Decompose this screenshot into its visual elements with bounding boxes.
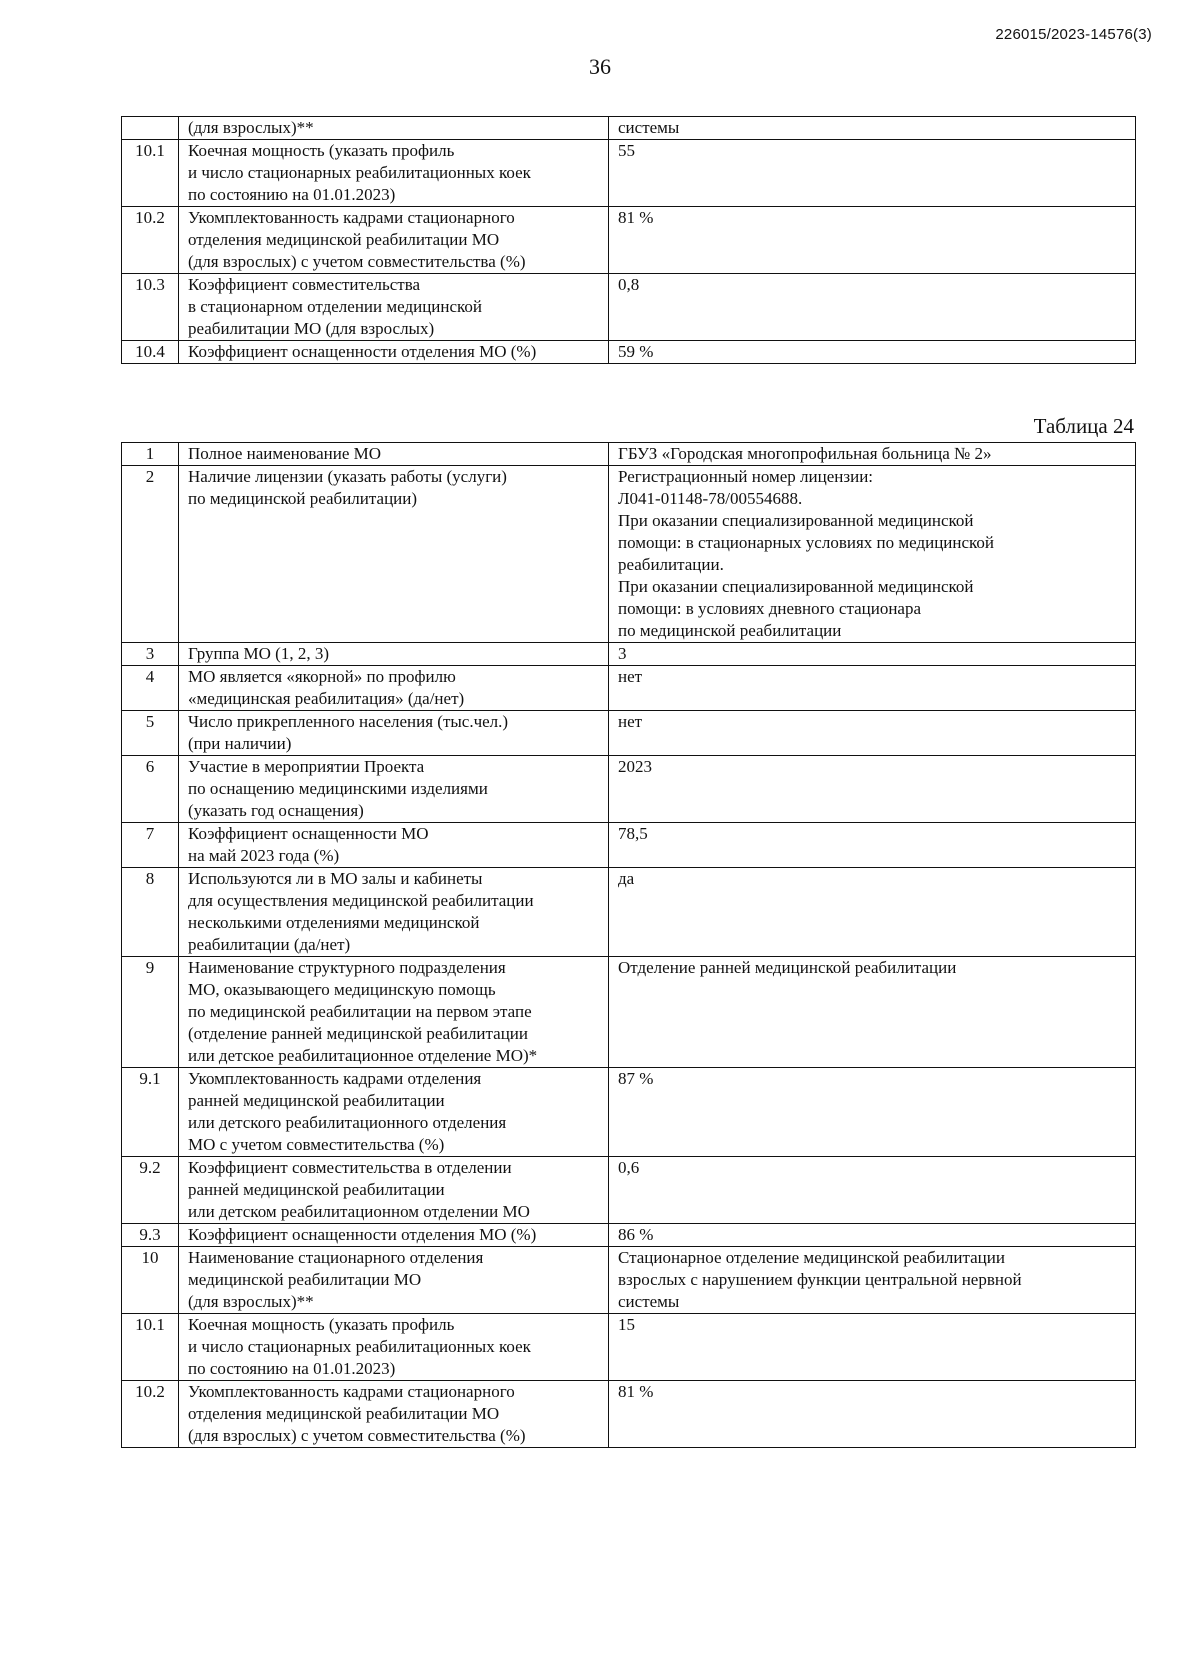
row-number: 9.1 — [122, 1068, 179, 1157]
row-value — [609, 868, 1136, 957]
table-row — [122, 207, 1136, 274]
label-line: Используются ли в МО залы и кабинеты — [188, 869, 483, 888]
row-value — [609, 666, 1136, 711]
label-line: или детского реабилитационного отделения — [188, 1113, 507, 1132]
table-row — [122, 1314, 1136, 1381]
label-line: реабилитации (да/нет) — [188, 935, 351, 954]
row-value — [609, 207, 1136, 274]
row-number: 10.4 — [122, 341, 179, 364]
table-row — [122, 117, 1136, 140]
table-row — [122, 823, 1136, 868]
label-line: Коэффициент оснащенности отделения МО (%) — [188, 342, 537, 361]
label-line: МО, оказывающего медицинскую помощь — [188, 980, 496, 999]
value-line: по медицинской реабилитации — [618, 621, 842, 640]
table-row — [122, 711, 1136, 756]
row-value — [609, 756, 1136, 823]
row-value — [609, 1314, 1136, 1381]
row-label — [179, 341, 609, 364]
label-line: Коечная мощность (указать профиль — [188, 1315, 455, 1334]
label-line: в стационарном отделении медицинской — [188, 297, 483, 316]
table-row — [122, 274, 1136, 341]
label-line: Укомплектованность кадрами стационарного — [188, 208, 515, 227]
value-line: нет — [618, 667, 643, 686]
row-number: 8 — [122, 868, 179, 957]
value-line: 86 % — [618, 1225, 654, 1244]
value-line: 81 % — [618, 1382, 654, 1401]
row-number: 2 — [122, 466, 179, 643]
row-value — [609, 274, 1136, 341]
label-line: Укомплектованность кадрами стационарного — [188, 1382, 515, 1401]
value-line: Отделение ранней медицинской реабилитации — [618, 958, 957, 977]
row-label — [179, 1157, 609, 1224]
row-number: 7 — [122, 823, 179, 868]
label-line: и число стационарных реабилитационных коек — [188, 1337, 531, 1356]
table-continuation — [121, 116, 1136, 364]
value-line: При оказании специализированной медицинской — [618, 577, 974, 596]
label-line: (для взрослых)** — [188, 1292, 314, 1311]
row-number: 10.2 — [122, 1381, 179, 1448]
row-label — [179, 957, 609, 1068]
row-value — [609, 1381, 1136, 1448]
row-value — [609, 1247, 1136, 1314]
label-line: Наличие лицензии (указать работы (услуги) — [188, 467, 507, 486]
row-label — [179, 1068, 609, 1157]
table-row — [122, 443, 1136, 466]
row-label — [179, 207, 609, 274]
row-number: 9 — [122, 957, 179, 1068]
table-row — [122, 1247, 1136, 1314]
row-label — [179, 1247, 609, 1314]
table-row — [122, 341, 1136, 364]
value-line: 59 % — [618, 342, 654, 361]
row-label — [179, 274, 609, 341]
label-line: МО с учетом совместительства (%) — [188, 1135, 445, 1154]
row-value — [609, 1157, 1136, 1224]
table-row — [122, 666, 1136, 711]
row-value — [609, 643, 1136, 666]
row-value — [609, 140, 1136, 207]
row-number: 9.3 — [122, 1224, 179, 1247]
label-line: (для взрослых)** — [188, 118, 314, 137]
label-line: Коэффициент оснащенности отделения МО (%) — [188, 1225, 537, 1244]
row-label — [179, 823, 609, 868]
value-line: 55 — [618, 141, 635, 160]
value-line: нет — [618, 712, 643, 731]
row-number: 5 — [122, 711, 179, 756]
value-line: взрослых с нарушением функции центральной нервной — [618, 1270, 1022, 1289]
row-number: 10.2 — [122, 207, 179, 274]
document-code: 226015/2023-14576(3) — [995, 26, 1152, 43]
table-row — [122, 466, 1136, 643]
value-line: Стационарное отделение медицинской реабилитации — [618, 1248, 1005, 1267]
row-number: 1 — [122, 443, 179, 466]
row-label — [179, 643, 609, 666]
table-row — [122, 1224, 1136, 1247]
label-line: отделения медицинской реабилитации МО — [188, 1404, 500, 1423]
label-line: Число прикрепленного населения (тыс.чел.) — [188, 712, 509, 731]
row-label — [179, 140, 609, 207]
label-line: (отделение ранней медицинской реабилитации — [188, 1024, 528, 1043]
table-row — [122, 756, 1136, 823]
label-line: на май 2023 года (%) — [188, 846, 340, 865]
value-line: да — [618, 869, 635, 888]
value-line: ГБУЗ «Городская многопрофильная больница № 2» — [618, 444, 992, 463]
row-number: 3 — [122, 643, 179, 666]
label-line: по состоянию на 01.01.2023) — [188, 1359, 396, 1378]
table-row — [122, 1068, 1136, 1157]
row-number: 9.2 — [122, 1157, 179, 1224]
label-line: «медицинская реабилитация» (да/нет) — [188, 689, 465, 708]
row-number: 4 — [122, 666, 179, 711]
table-row — [122, 1381, 1136, 1448]
label-line: по состоянию на 01.01.2023) — [188, 185, 396, 204]
page-number: 36 — [589, 54, 611, 79]
label-line: Коэффициент оснащенности МО — [188, 824, 429, 843]
label-line: Коэффициент совместительства в отделении — [188, 1158, 512, 1177]
label-line: Укомплектованность кадрами отделения — [188, 1069, 482, 1088]
row-value — [609, 1068, 1136, 1157]
row-label — [179, 1381, 609, 1448]
row-label — [179, 756, 609, 823]
row-value — [609, 466, 1136, 643]
value-line: системы — [618, 1292, 680, 1311]
row-label — [179, 117, 609, 140]
label-line: Группа МО (1, 2, 3) — [188, 644, 329, 663]
label-line: для осуществления медицинской реабилитации — [188, 891, 534, 910]
value-line: При оказании специализированной медицинской — [618, 511, 974, 530]
label-line: или детском реабилитационном отделении МО — [188, 1202, 530, 1221]
row-value — [609, 341, 1136, 364]
row-value — [609, 823, 1136, 868]
label-line: Участие в мероприятии Проекта — [188, 757, 425, 776]
row-value — [609, 711, 1136, 756]
row-label — [179, 1224, 609, 1247]
value-line: реабилитации. — [618, 555, 724, 574]
label-line: или детское реабилитационное отделение МО)* — [188, 1046, 538, 1065]
label-line: Коэффициент совместительства — [188, 275, 421, 294]
label-line: медицинской реабилитации МО — [188, 1270, 422, 1289]
table-continuation-body — [122, 117, 1136, 364]
value-line: 15 — [618, 1315, 635, 1334]
label-line: (указать год оснащения) — [188, 801, 364, 820]
table-row — [122, 868, 1136, 957]
table-row — [122, 140, 1136, 207]
label-line: Наименование стационарного отделения — [188, 1248, 484, 1267]
value-line: помощи: в стационарных условиях по медицинской — [618, 533, 995, 552]
label-line: и число стационарных реабилитационных коек — [188, 163, 531, 182]
value-line: системы — [618, 118, 680, 137]
value-line: Регистрационный номер лицензии: — [618, 467, 874, 486]
row-label — [179, 666, 609, 711]
label-line: отделения медицинской реабилитации МО — [188, 230, 500, 249]
row-number: 10.1 — [122, 140, 179, 207]
label-line: (при наличии) — [188, 734, 292, 753]
value-line: 81 % — [618, 208, 654, 227]
label-line: (для взрослых) с учетом совместительства (%) — [188, 252, 526, 271]
label-line: ранней медицинской реабилитации — [188, 1091, 445, 1110]
row-number: 10.1 — [122, 1314, 179, 1381]
table-caption: Таблица 24 — [1033, 414, 1134, 438]
label-line: ранней медицинской реабилитации — [188, 1180, 445, 1199]
value-line: 3 — [618, 644, 627, 663]
label-line: Наименование структурного подразделения — [188, 958, 506, 977]
row-number: 10 — [122, 1247, 179, 1314]
table-24 — [121, 442, 1136, 1448]
row-number — [122, 117, 179, 140]
value-line: 0,6 — [618, 1158, 640, 1177]
row-value — [609, 1224, 1136, 1247]
table-row — [122, 1157, 1136, 1224]
row-label — [179, 466, 609, 643]
label-line: несколькими отделениями медицинской — [188, 913, 480, 932]
value-line: 78,5 — [618, 824, 648, 843]
label-line: (для взрослых) с учетом совместительства (%) — [188, 1426, 526, 1445]
value-line: 87 % — [618, 1069, 654, 1088]
label-line: по медицинской реабилитации) — [188, 489, 418, 508]
row-label — [179, 443, 609, 466]
value-line: помощи: в условиях дневного стационара — [618, 599, 922, 618]
label-line: по медицинской реабилитации на первом этапе — [188, 1002, 532, 1021]
label-line: по оснащению медицинскими изделиями — [188, 779, 488, 798]
label-line: Коечная мощность (указать профиль — [188, 141, 455, 160]
row-label — [179, 868, 609, 957]
row-number: 6 — [122, 756, 179, 823]
label-line: Полное наименование МО — [188, 444, 382, 463]
row-label — [179, 711, 609, 756]
row-value — [609, 117, 1136, 140]
table-row — [122, 643, 1136, 666]
row-value — [609, 957, 1136, 1068]
table-row — [122, 957, 1136, 1068]
row-label — [179, 1314, 609, 1381]
value-line: 2023 — [618, 757, 652, 776]
row-value — [609, 443, 1136, 466]
value-line: Л041-01148-78/00554688. — [618, 489, 803, 508]
row-number: 10.3 — [122, 274, 179, 341]
label-line: МО является «якорной» по профилю — [188, 667, 456, 686]
label-line: реабилитации МО (для взрослых) — [188, 319, 435, 338]
table-24-body — [122, 443, 1136, 1448]
value-line: 0,8 — [618, 275, 640, 294]
